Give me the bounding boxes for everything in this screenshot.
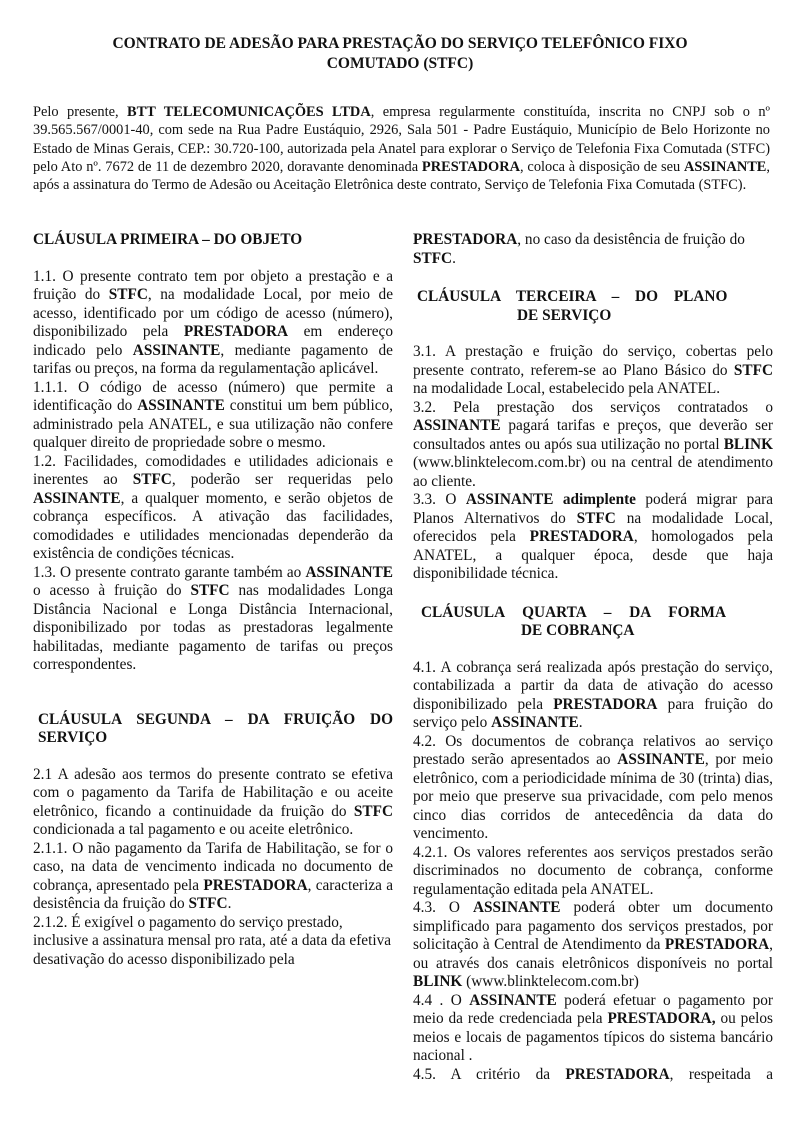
left-column [33,231,393,969]
clause-2-1-2: 2.1.2. É exigível o pagamento do serviço prestado, inclusive a assinatura mensal pro rata, até a data da efetiva desativação do acesso disponibilizado pela [33,913,392,968]
clause-4-4: 4.4 . O ASSINANTE poderá efetuar o pagamento por meio da rede credenciada pela PRESTADORA, ou pelos meios e locais de pagamentos típicos do sistema bancário nacional . [413,991,773,1064]
clause-4-2: 4.2. Os documentos de cobrança relativos ao serviço prestado serão apresentados ao ASSINANTE, por meio eletrônico, com a periodicidade mínima de 30 (trinta) dias, por meio que preserve sua privacidade, com pelo menos cinco dias corridos de antecedência da data do vencimento. [413,732,773,842]
clause-1-3: 1.3. O presente contrato garante também ao ASSINANTE o acesso à fruição do STFC nas modalidades Longa Distância Nacional e Longa Distância Internacional, disponibilizado por todas as prestadoras legalmente habilitadas, mediante pagamento de tarifas ou preços correspondentes. [33,563,394,673]
clause-4-5: 4.5. A critério da PRESTADORA, respeitada a [413,1065,773,1083]
clause-4-3: 4.3. O ASSINANTE poderá obter um documento simplificado para pagamento dos serviços prestados, por solicitação à Central de Atendimento da PRESTADORA, ou através dos canais eletrônicos disponíveis no portal BLINK (www.blinktelecom.com.br) [413,899,773,990]
clause-4-2-1: 4.2.1. Os valores referentes aos serviços prestados serão discriminados no documento de cobrança, conforme regulamentação editada pela ANATEL. [413,843,773,898]
title-line-1: CONTRATO DE ADESÃO PARA PRESTAÇÃO DO SERVIÇO TELEFÔNICO FIXO [112,35,688,52]
clause-3-1: 3.1. A prestação e fruição do serviço, cobertas pelo presente contrato, referem-se ao Plano Básico do STFC na modalidade Local, estabelecido pela ANATEL. [413,343,773,397]
clause-2-1: 2.1 A adesão aos termos do presente contrato se efetiva com o pagamento da Tarifa de Habilitação e ou aceite eletrônico, ficando a continuidade da fruição do STFC condicionada a tal pagamento e ou aceite eletrônico. [33,765,393,838]
title-line-2: COMUTADO (STFC) [326,55,474,72]
clause-1-1-1: 1.1.1. O código de acesso (número) que permite a identificação do ASSINANTE constitui um bem público, administrado pela ANATEL, e sua utilização não confere qualquer direito de propriedade sobre o mesmo. [33,378,394,451]
clause-1-1: 1.1. O presente contrato tem por objeto a prestação e a fruição do STFC, na modalidade Local, por meio de acesso, identificado por um código de acesso (número), disponibilizado pela PRESTADORA em endereço indicado pelo ASSINANTE, mediante pagamento de tarifas ou preços, na forma da regulamentação aplicável. [33,267,393,377]
document-title [40,34,760,74]
clause-4-heading [413,604,773,641]
clause-3-heading-line-1: CLÁUSULA TERCEIRA – DO PLANO [417,288,728,305]
clause-1-2: 1.2. Facilidades, comodidades e utilidades adicionais e inerentes ao STFC, poderão ser requeridas pelo ASSINANTE, a qualquer momento, e serão objetos de cobrança específicos. A ativação das facilidades, comodidades e utilidades mencionadas dependerão da existência de condições técnicas. [33,452,393,562]
clause-2-heading: CLÁUSULA SEGUNDA – DA FRUIÇÃO DO SERVIÇO [38,710,393,746]
clause-3-heading [413,288,773,325]
clause-2-continuation: PRESTADORA, no caso da desistência de fruição do STFC. [413,231,745,267]
clause-4-1: 4.1. A cobrança será realizada após prestação do serviço, contabilizada a partir da data de ativação do acesso disponibilizado pela PRESTADORA para fruição do serviço pelo ASSINANTE. [413,658,773,731]
intro-paragraph: Pelo presente, BTT TELECOMUNICAÇÕES LTDA, empresa regularmente constituída, inscrita no CNPJ sob o nº 39.565.567/0001-40, com sede na Rua Padre Eustáquio, 2926, Sala 501 - Padre Eustáquio, Município de Belo Horizonte no Estado de Minas Gerais, CEP.: 30.720-100, autorizada pela Anatel para explorar o Serviço de Telefonia Fixa Comutada (STFC) pelo Ato nº. 7672 de 11 de dezembro 2020, doravante denominada PRESTADORA, coloca à disposição de seu ASSINANTE, após a assinatura do Termo de Adesão ou Aceitação Eletrônica deste contrato, Serviço de Telefonia Fixa Comutada (STFC). [33,104,771,194]
right-column [413,231,773,1084]
clause-4-heading-line-1: CLÁUSULA QUARTA – DA FORMA [421,603,727,621]
clause-3-2: 3.2. Pela prestação dos serviços contratados o ASSINANTE pagará tarifas e preços, que deverão ser consultados antes ou após sua utilização no portal BLINK (www.blinktelecom.com.br) ou na central de atendimento ao cliente. [413,398,773,490]
clause-2-1-1: 2.1.1. O não pagamento da Tarifa de Habilitação, se for o caso, na data de vencimento indicada no documento de cobrança, apresentado pela PRESTADORA, caracteriza a desistência da fruição do STFC. [33,839,393,912]
clause-1-heading: CLÁUSULA PRIMEIRA – DO OBJETO [33,231,303,248]
clause-4-heading-line-2: DE COBRANÇA [521,622,635,639]
clause-3-heading-line-2: DE SERVIÇO [517,306,612,324]
clause-3-3: 3.3. O ASSINANTE adimplente poderá migrar para Planos Alternativos do STFC na modalidade Local, oferecidos pela PRESTADORA, homologados pela ANATEL, a qualquer época, desde que haja disponibilidade técnica. [413,491,773,582]
